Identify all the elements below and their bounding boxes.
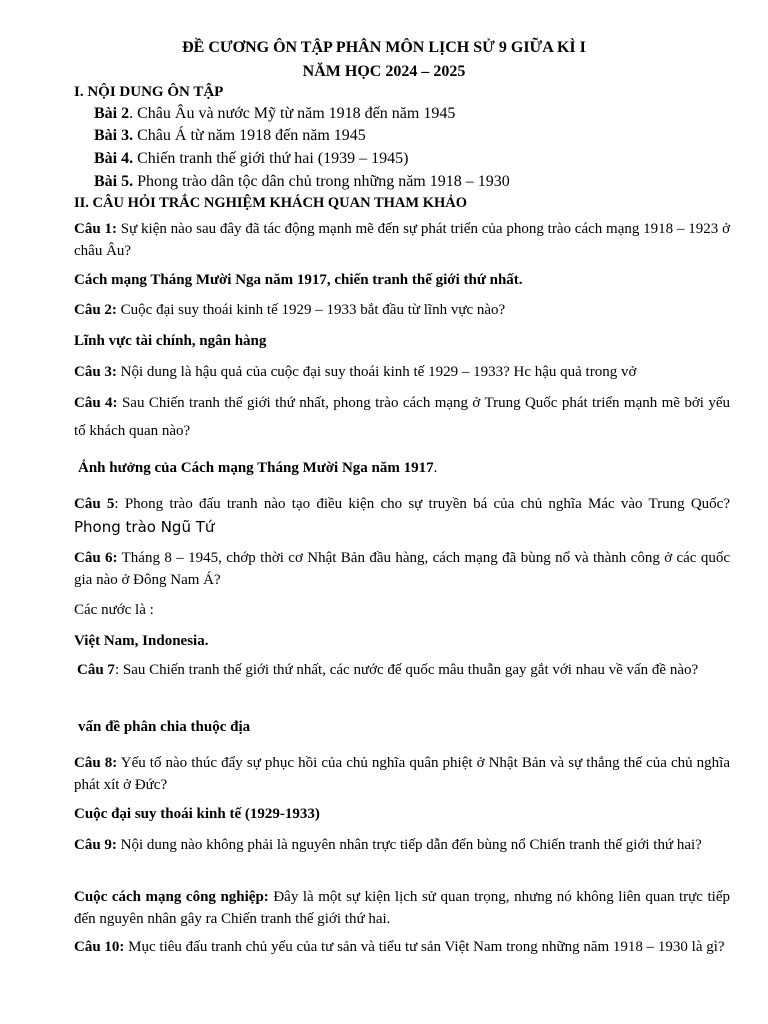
answer-text: Ảnh hưởng của Cách mạng Tháng Mười Nga năm 1917 [78, 460, 434, 476]
question-6 [74, 547, 730, 591]
question-label: Câu 10: [74, 939, 125, 955]
question-7 [77, 659, 730, 681]
question-5 [74, 493, 730, 540]
question-label: Câu 2: [74, 302, 117, 318]
question-text: Nội dung là hậu quả của cuộc đại suy thoái kinh tế 1929 – 1933? Hc hậu quả trong vở [116, 364, 637, 380]
lesson-text: Chiến tranh thế giới thứ hai (1939 – 1945) [133, 150, 409, 167]
answer-6: Việt Nam, Indonesia. [74, 633, 209, 649]
question-label: Câu 4: [74, 395, 118, 411]
question-label: Câu 3: [74, 364, 117, 380]
question-text: Mục tiêu đấu tranh chủ yếu của tư sản và tiểu tư sản Việt Nam trong những năm 1918 – 1930 là gì? [124, 939, 725, 955]
question-label: Câu 5 [74, 496, 115, 512]
section1-heading: I. NỘI DUNG ÔN TẬP [74, 84, 224, 100]
lesson-label: Bài 3. [94, 127, 134, 144]
lesson-label: Bài 4. [94, 150, 134, 167]
question-label: Câu 8: [74, 755, 118, 771]
question-3 [74, 362, 636, 382]
question-8 [74, 752, 730, 796]
question-2 [74, 300, 505, 320]
answer-label: Cuộc cách mạng công nghiệp: [74, 889, 269, 905]
lesson-item [94, 148, 408, 170]
question-label: Câu 6: [74, 550, 118, 566]
question-9 [74, 834, 730, 856]
lesson-label: Bài 5. [94, 173, 134, 190]
answer-8: Cuộc đại suy thoái kinh tế (1929-1933) [74, 806, 320, 822]
question-text: Tháng 8 – 1945, chớp thời cơ Nhật Bản đầu hàng, cách mạng đã bùng nổ và thành công ở các quốc gia nào ở Đông Nam Á? [74, 550, 730, 588]
document-title-line1: ĐỀ CƯƠNG ÔN TẬP PHÂN MÔN LỊCH SỬ 9 GIỮA KÌ I [182, 39, 586, 56]
answer-1: Cách mạng Tháng Mười Nga năm 1917, chiến tranh thế giới thứ nhất. [74, 272, 523, 288]
lesson-item [94, 171, 510, 193]
answer-4 [78, 458, 437, 478]
question-10 [74, 936, 730, 958]
question-label: Câu 1: [74, 221, 117, 237]
question-label: Câu 7 [77, 662, 115, 678]
lesson-label: Bài 2 [94, 105, 130, 122]
answer-7: vấn đề phân chia thuộc địa [78, 719, 251, 735]
question-text: Nội dung nào không phải là nguyên nhân trực tiếp dẫn đến bùng nổ Chiến tranh thế giới thứ hai? [116, 837, 702, 853]
answer-text: Đây là một sự kiện lịch sử quan trọng, nhưng nó không liên quan trực tiếp đến nguyên nhân gây ra Chiến tranh thế giới thứ hai. [74, 889, 730, 927]
question-4 [74, 389, 730, 445]
answer-punct: . [433, 460, 438, 476]
question-text: Yếu tố nào thúc đẩy sự phục hồi của chủ nghĩa quân phiệt ở Nhật Bản và sự thắng thế của chủ nghĩa phát xít ở Đức? [74, 755, 730, 793]
answer-6-intro: Các nước là : [74, 602, 154, 618]
lesson-text: Châu Á từ năm 1918 đến năm 1945 [133, 127, 366, 144]
document-title-line2: NĂM HỌC 2024 – 2025 [302, 63, 466, 80]
question-text: : Sau Chiến tranh thế giới thứ nhất, các nước đế quốc mâu thuẫn gay gắt với nhau về vấn đề nào? [114, 662, 699, 678]
question-text: Cuộc đại suy thoái kinh tế 1929 – 1933 bắt đầu từ lĩnh vực nào? [116, 302, 506, 318]
lesson-item [94, 125, 366, 147]
question-label: Câu 9: [74, 837, 117, 853]
answer-2: Lĩnh vực tài chính, ngân hàng [74, 333, 267, 349]
answer-5: Phong trào Ngũ Tứ [74, 518, 215, 536]
answer-9 [74, 886, 730, 930]
question-1 [74, 218, 730, 262]
question-text: Sau Chiến tranh thế giới thứ nhất, phong trào cách mạng ở Trung Quốc phát triển mạnh mẽ bởi yếu tố khách quan nào? [74, 395, 730, 439]
lesson-text: . Châu Âu và nước Mỹ từ năm 1918 đến năm 1945 [129, 105, 456, 122]
lesson-item [94, 103, 455, 125]
section2-heading: II. CÂU HỎI TRẮC NGHIỆM KHÁCH QUAN THAM KHẢO [74, 195, 468, 211]
question-text: Sự kiện nào sau đây đã tác động mạnh mẽ đến sự phát triển của phong trào cách mạng 1918 – 1923 ở châu Âu? [74, 221, 730, 259]
lesson-text: Phong trào dân tộc dân chủ trong những năm 1918 – 1930 [133, 173, 510, 190]
question-text: : Phong trào đấu tranh nào tạo điều kiện cho sự truyền bá của chủ nghĩa Mác vào Trung Quốc? [114, 496, 730, 512]
